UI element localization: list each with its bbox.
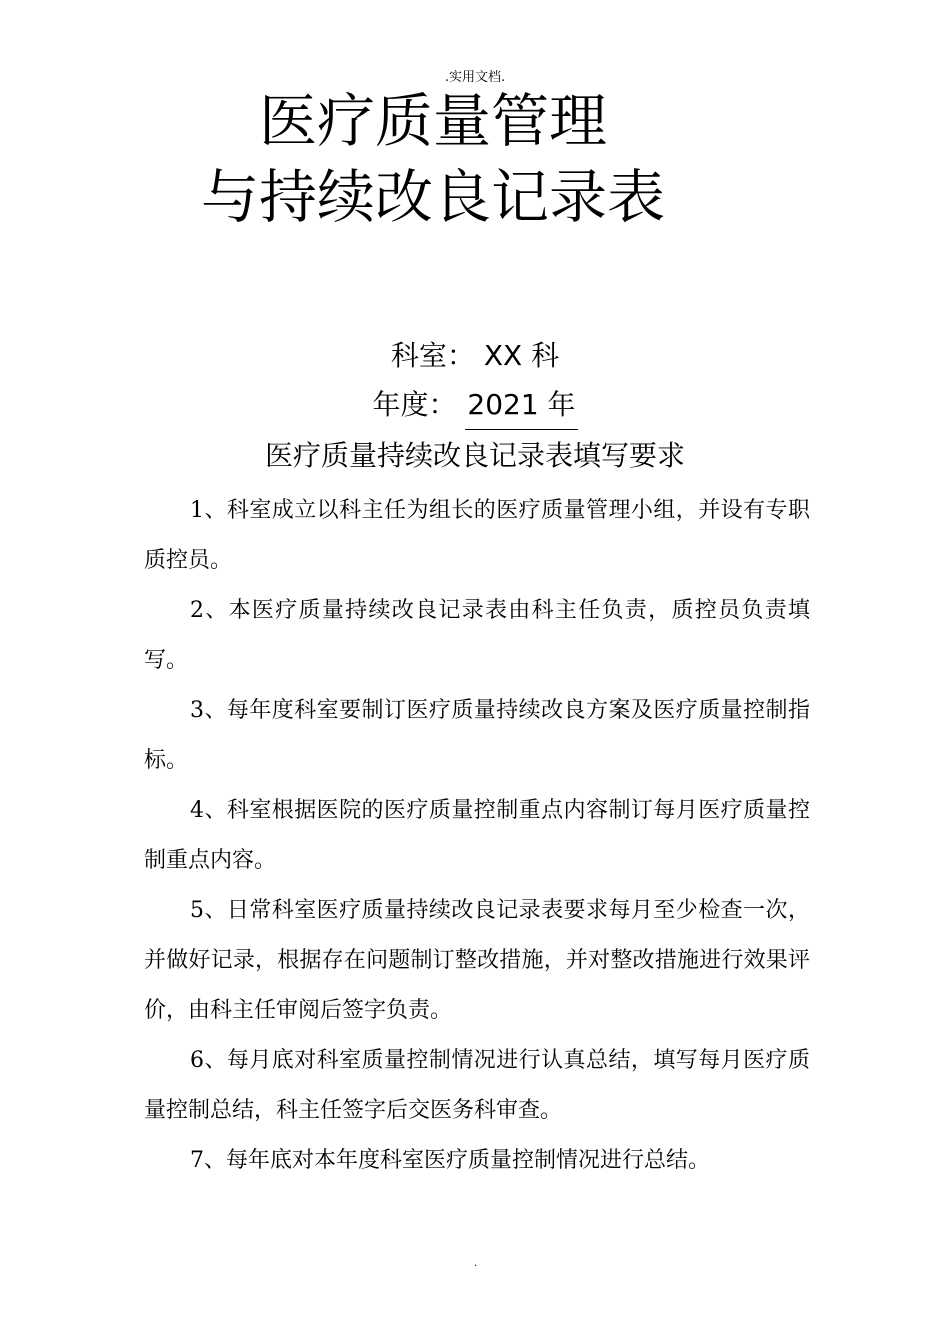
department-value: XX 科 [483,339,560,372]
year-label: 年度： [372,388,457,421]
document-title-line1: 医疗质量管理 [258,87,607,155]
requirement-item: 5、日常科室医疗质量持续改良记录表要求每月至少检查一次，并做好记录，根据存在问题制订整改措施，并对整改措施进行效果评价，由科主任审阅后签字负责。 [144,898,810,1023]
year-value: 2021 年 [465,385,577,430]
requirement-item: 3、每年度科室要制订医疗质量持续改良方案及医疗质量控制指标。 [144,698,810,773]
department-label: 科室： [390,339,475,372]
requirements-list [144,486,810,1186]
requirement-item: 7、每年底对本年度科室医疗质量控制情况进行总结。 [190,1148,710,1173]
requirement-item: 1、科室成立以科主任为组长的医疗质量管理小组，并设有专职质控员。 [144,498,810,573]
document-title-line2: 与持续改良记录表 [200,163,665,231]
requirements-title: 医疗质量持续改良记录表填写要求 [264,439,685,472]
requirement-item: 4、科室根据医院的医疗质量控制重点内容制订每月医疗质量控制重点内容。 [144,798,810,873]
department-line [0,336,950,376]
requirement-item: 2、本医疗质量持续改良记录表由科主任负责，质控员负责填写。 [144,598,810,673]
header-note: .实用文档. [444,70,506,85]
year-line [0,385,950,430]
requirement-item: 6、每月底对科室质量控制情况进行认真总结，填写每月医疗质量控制总结，科主任签字后交医务科审查。 [144,1048,810,1123]
footer-mark: . [474,1258,478,1269]
